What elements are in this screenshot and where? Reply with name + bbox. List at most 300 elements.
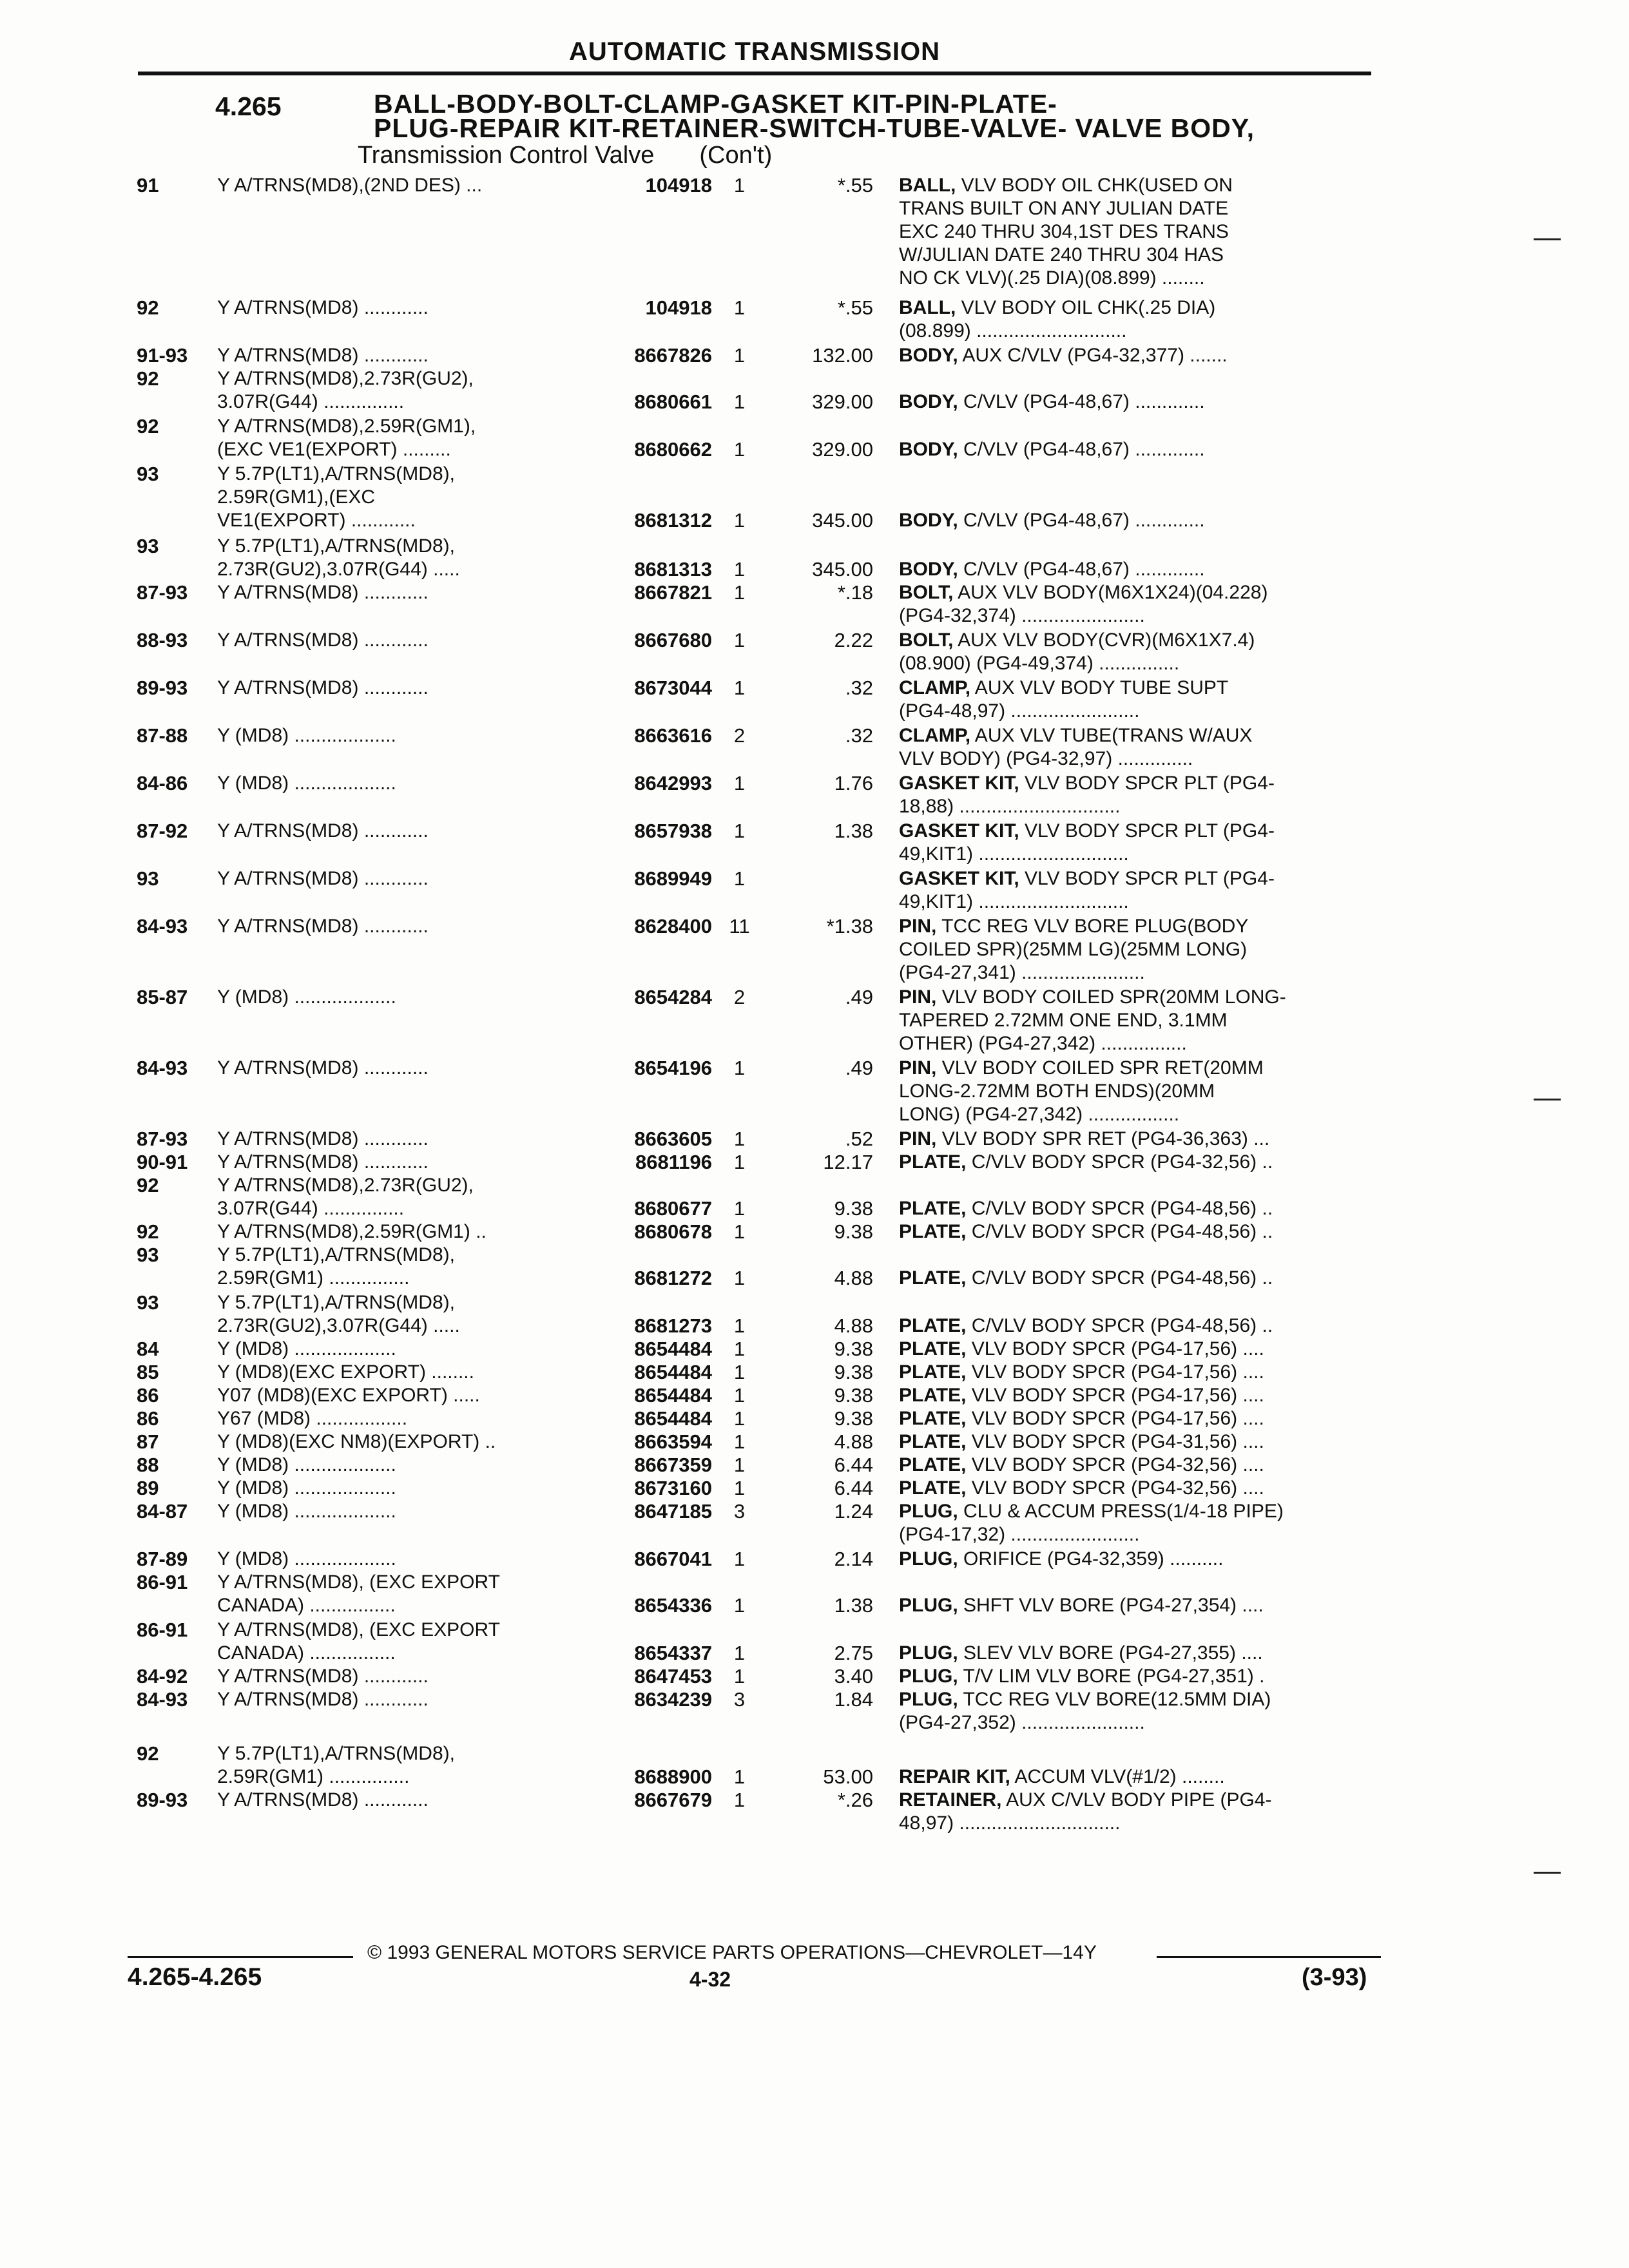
application-line: Y A/TRNS(MD8),(2ND DES) ...: [217, 175, 483, 196]
part-number: 8667680: [634, 629, 712, 651]
application: [217, 1057, 578, 1080]
description-line: REPAIR KIT, ACCUM VLV(#1/2) ........: [899, 1766, 1225, 1787]
application-line: Y07 (MD8)(EXC EXPORT) .....: [217, 1385, 480, 1406]
description: [899, 1361, 1379, 1384]
model-years: 85-87: [137, 986, 188, 1008]
quantity: 1: [733, 438, 746, 461]
quantity: 11: [729, 915, 750, 937]
description: [899, 1291, 1379, 1338]
price: 9.38: [834, 1384, 873, 1407]
quantity: 2: [733, 724, 746, 747]
description: [899, 724, 1379, 771]
quantity: 1: [733, 1642, 746, 1664]
description: [899, 1057, 1379, 1126]
quantity: 1: [733, 1477, 746, 1499]
description: [899, 1477, 1379, 1500]
quantity: 1: [733, 1361, 746, 1383]
description-line: PLATE, VLV BODY SPCR (PG4-17,56) ....: [899, 1338, 1264, 1360]
description-line: EXC 240 THRU 304,1ST DES TRANS: [899, 221, 1229, 242]
description-line: [899, 367, 1379, 390]
part-number: 8673044: [634, 677, 712, 699]
application: [217, 1407, 578, 1430]
model-years: 86-91: [137, 1619, 188, 1641]
application-line: 2.59R(GM1) ...............: [217, 1267, 410, 1289]
description-line: BALL, VLV BODY OIL CHK(USED ON: [899, 175, 1233, 196]
description-line: PLATE, C/VLV BODY SPCR (PG4-48,56) ..: [899, 1315, 1273, 1336]
price: 4.88: [834, 1314, 873, 1337]
application-line: Y A/TRNS(MD8) ............: [217, 629, 429, 651]
model-years: 92: [137, 367, 159, 390]
part-number: 8654484: [634, 1361, 712, 1383]
quantity: 3: [733, 1500, 746, 1523]
description-line: TAPERED 2.72MM ONE END, 3.1MM: [899, 1010, 1228, 1031]
part-number: 8681196: [635, 1151, 712, 1173]
part-number: 8654484: [634, 1407, 712, 1430]
application: [217, 1500, 578, 1523]
part-number: 8681273: [634, 1314, 712, 1337]
model-years: 84-93: [137, 1688, 188, 1711]
application: [217, 415, 578, 461]
quantity: 1: [733, 344, 746, 367]
quantity: 1: [733, 1267, 746, 1289]
price: *.55: [837, 174, 873, 197]
application: [217, 772, 578, 795]
description: [899, 1128, 1379, 1151]
description: [899, 367, 1379, 414]
price: 329.00: [812, 438, 873, 461]
description-line: PLATE, VLV BODY SPCR (PG4-17,56) ....: [899, 1408, 1264, 1429]
model-years: 89-93: [137, 677, 188, 699]
description: [899, 1688, 1379, 1735]
price: 6.44: [834, 1454, 873, 1476]
application-line: Y A/TRNS(MD8),2.59R(GM1),: [217, 416, 476, 437]
application: [217, 915, 578, 938]
description: [899, 581, 1379, 628]
description-line: GASKET KIT, VLV BODY SPCR PLT (PG4-: [899, 868, 1275, 889]
section-subtitle-text: Transmission Control Valve: [358, 142, 655, 169]
application-line: Y (MD8) ...................: [217, 1548, 396, 1570]
description: [899, 1338, 1379, 1361]
application: [217, 1477, 578, 1500]
application-line: Y A/TRNS(MD8),2.73R(GU2),: [217, 1175, 474, 1196]
description-line: PIN, VLV BODY COILED SPR(20MM LONG-: [899, 986, 1286, 1008]
application: [217, 1361, 578, 1384]
description: [899, 463, 1379, 532]
application-line: Y A/TRNS(MD8) ............: [217, 1666, 429, 1687]
description-line: [899, 1742, 1379, 1765]
description-line: GASKET KIT, VLV BODY SPCR PLT (PG4-: [899, 820, 1275, 841]
description-line: [899, 486, 1379, 509]
application: [217, 820, 578, 843]
description-line: BODY, C/VLV (PG4-48,67) .............: [899, 439, 1205, 460]
description-line: [899, 463, 1379, 486]
model-years: 89: [137, 1477, 159, 1499]
application-line: Y A/TRNS(MD8) ............: [217, 345, 429, 366]
description: [899, 344, 1379, 367]
description-line: (PG4-27,352) .......................: [899, 1712, 1145, 1733]
application: [217, 986, 578, 1009]
price: 6.44: [834, 1477, 873, 1499]
page-header-title: AUTOMATIC TRANSMISSION: [568, 37, 941, 66]
part-number: 8654337: [634, 1642, 712, 1664]
quantity: 1: [733, 1057, 746, 1079]
price: 1.76: [834, 772, 873, 794]
section-subtitle: [358, 142, 772, 168]
description-line: BODY, C/VLV (PG4-48,67) .............: [899, 391, 1205, 412]
price: 329.00: [812, 390, 873, 413]
description: [899, 629, 1379, 675]
quantity: 1: [733, 390, 746, 413]
quantity: 1: [733, 1314, 746, 1337]
price: 2.75: [834, 1642, 873, 1664]
description-line: CLAMP, AUX VLV TUBE(TRANS W/AUX: [899, 725, 1253, 746]
description: [899, 1174, 1379, 1220]
footer-rule-left: [128, 1956, 353, 1958]
description-line: PIN, TCC REG VLV BORE PLUG(BODY: [899, 916, 1249, 937]
model-years: 93: [137, 1244, 159, 1266]
quantity: 1: [733, 820, 746, 842]
description-line: PLATE, VLV BODY SPCR (PG4-32,56) ....: [899, 1477, 1264, 1499]
part-number: 8667821: [634, 581, 712, 604]
description: [899, 1430, 1379, 1454]
price: 1.24: [834, 1500, 873, 1523]
model-years: 89-93: [137, 1789, 188, 1811]
description-line: (PG4-27,341) .......................: [899, 962, 1145, 983]
quantity: 1: [733, 677, 746, 699]
model-years: 84-93: [137, 1057, 188, 1079]
application: [217, 1338, 578, 1361]
price: 4.88: [834, 1267, 873, 1289]
part-number: 8680678: [634, 1220, 712, 1243]
application: [217, 724, 578, 747]
application-line: CANADA) ................: [217, 1595, 396, 1616]
price: 9.38: [834, 1407, 873, 1430]
price: 1.38: [834, 820, 873, 842]
description-line: [899, 535, 1379, 558]
description-line: NO CK VLV)(.25 DIA)(08.899) ........: [899, 267, 1205, 289]
model-years: 88-93: [137, 629, 188, 651]
part-number: 8654336: [634, 1594, 712, 1617]
application: [217, 1220, 578, 1244]
description-line: [899, 415, 1379, 438]
quantity: 1: [733, 1384, 746, 1407]
application-line: Y67 (MD8) .................: [217, 1408, 408, 1429]
description: [899, 915, 1379, 985]
quantity: 1: [733, 296, 746, 319]
application: [217, 1619, 578, 1665]
description: [899, 1571, 1379, 1617]
application-line: CANADA) ................: [217, 1642, 396, 1664]
part-number: 8654484: [634, 1384, 712, 1407]
application-line: Y A/TRNS(MD8),2.73R(GU2),: [217, 368, 474, 389]
description: [899, 1789, 1379, 1835]
application-line: Y A/TRNS(MD8) ............: [217, 916, 429, 937]
model-years: 92: [137, 1174, 159, 1196]
quantity: 1: [733, 1789, 746, 1811]
quantity: 1: [733, 581, 746, 604]
description: [899, 415, 1379, 461]
price: 53.00: [823, 1765, 873, 1788]
description-line: PLATE, C/VLV BODY SPCR (PG4-48,56) ..: [899, 1267, 1273, 1289]
application: [217, 1454, 578, 1477]
model-years: 87-89: [137, 1548, 188, 1570]
part-number: 8680677: [634, 1197, 712, 1220]
header-rule: [138, 72, 1371, 75]
description-line: BOLT, AUX VLV BODY(CVR)(M6X1X7.4): [899, 629, 1255, 651]
description-line: [899, 1174, 1379, 1197]
description-line: (PG4-32,374) .......................: [899, 605, 1145, 626]
quantity: 1: [733, 1407, 746, 1430]
price: 9.38: [834, 1361, 873, 1383]
price: 1.84: [834, 1688, 873, 1711]
model-years: 84: [137, 1338, 159, 1360]
model-years: 84-92: [137, 1665, 188, 1687]
description-line: PIN, VLV BODY SPR RET (PG4-36,363) ...: [899, 1128, 1270, 1149]
part-number: 104918: [645, 296, 712, 319]
part-number: 8681313: [634, 558, 712, 581]
model-years: 92: [137, 296, 159, 319]
application: [217, 1291, 578, 1338]
application-line: Y A/TRNS(MD8),2.59R(GM1) ..: [217, 1221, 487, 1242]
price: 12.17: [823, 1151, 873, 1173]
quantity: 1: [733, 1454, 746, 1476]
application-line: Y A/TRNS(MD8) ............: [217, 677, 429, 698]
quantity: 1: [733, 1765, 746, 1788]
part-number: 104918: [645, 174, 712, 197]
description-line: PLATE, C/VLV BODY SPCR (PG4-48,56) ..: [899, 1198, 1273, 1219]
application: [217, 1384, 578, 1407]
part-number: 8667359: [634, 1454, 712, 1476]
model-years: 86-91: [137, 1571, 188, 1593]
price: 2.22: [834, 629, 873, 651]
model-years: 85: [137, 1361, 159, 1383]
price: 345.00: [812, 558, 873, 581]
price: .49: [845, 1057, 873, 1079]
model-years: 87-88: [137, 724, 188, 747]
price: .32: [845, 677, 873, 699]
part-number: 8667041: [634, 1548, 712, 1570]
description: [899, 986, 1379, 1055]
footer-date-code: (3-93): [1302, 1964, 1367, 1991]
description-line: PIN, VLV BODY COILED SPR RET(20MM: [899, 1057, 1264, 1079]
application-line: Y 5.7P(LT1),A/TRNS(MD8),: [217, 535, 455, 557]
application: [217, 1548, 578, 1571]
description: [899, 677, 1379, 723]
description: [899, 1665, 1379, 1688]
price: .32: [845, 724, 873, 747]
price: 4.88: [834, 1430, 873, 1453]
price: *.26: [837, 1789, 873, 1811]
model-years: 93: [137, 463, 159, 485]
model-years: 87-92: [137, 820, 188, 842]
application-line: Y (MD8) ...................: [217, 773, 396, 794]
quantity: 3: [733, 1688, 746, 1711]
application-line: Y (MD8) ...................: [217, 1477, 396, 1499]
model-years: 92: [137, 1742, 159, 1765]
quantity: 1: [733, 629, 746, 651]
description-line: (PG4-17,32) ........................: [899, 1524, 1140, 1545]
model-years: 86: [137, 1384, 159, 1407]
footer-section-range: 4.265-4.265: [128, 1963, 262, 1991]
model-years: 92: [137, 1220, 159, 1243]
application-line: 2.59R(GM1) ...............: [217, 1766, 410, 1787]
application-line: Y 5.7P(LT1),A/TRNS(MD8),: [217, 1244, 455, 1265]
description-line: PLUG, SHFT VLV BORE (PG4-27,354) ....: [899, 1595, 1264, 1616]
price: *.18: [837, 581, 873, 604]
description: [899, 174, 1379, 290]
description: [899, 1500, 1379, 1546]
price: *.55: [837, 296, 873, 319]
part-number: 8663594: [634, 1430, 712, 1453]
quantity: 1: [733, 509, 746, 532]
part-number: 8667679: [634, 1789, 712, 1811]
description-line: (08.899) ............................: [899, 320, 1127, 341]
quantity: 1: [733, 1548, 746, 1570]
part-number: 8681312: [634, 509, 712, 532]
description-line: BALL, VLV BODY OIL CHK(.25 DIA): [899, 297, 1216, 318]
application-line: 2.73R(GU2),3.07R(G44) .....: [217, 559, 460, 580]
section-title-line-2: PLUG-REPAIR KIT-RETAINER-SWITCH-TUBE-VALVE- VALVE BODY,: [374, 113, 1255, 143]
application-line: Y (MD8) ...................: [217, 725, 396, 746]
application: [217, 296, 578, 320]
application-line: 3.07R(G44) ...............: [217, 391, 405, 412]
part-number: 8654196: [634, 1057, 712, 1079]
description-line: PLATE, VLV BODY SPCR (PG4-32,56) ....: [899, 1454, 1264, 1475]
application-line: 2.73R(GU2),3.07R(G44) .....: [217, 1315, 460, 1336]
model-years: 92: [137, 415, 159, 437]
quantity: 1: [733, 867, 746, 890]
application: [217, 1571, 578, 1617]
application: [217, 1665, 578, 1688]
model-years: 84-86: [137, 772, 188, 794]
margin-mark: [1534, 238, 1561, 240]
application-line: Y 5.7P(LT1),A/TRNS(MD8),: [217, 1743, 455, 1764]
application-line: Y A/TRNS(MD8) ............: [217, 1057, 429, 1079]
application-line: Y A/TRNS(MD8) ............: [217, 1689, 429, 1710]
price: 9.38: [834, 1197, 873, 1220]
quantity: 1: [733, 1430, 746, 1453]
description: [899, 1384, 1379, 1407]
price: 132.00: [812, 344, 873, 367]
application-line: Y 5.7P(LT1),A/TRNS(MD8),: [217, 1292, 455, 1313]
description-line: PLUG, T/V LIM VLV BORE (PG4-27,351) .: [899, 1666, 1265, 1687]
description: [899, 1220, 1379, 1244]
application-line: Y (MD8) ...................: [217, 1338, 396, 1360]
model-years: 86: [137, 1407, 159, 1430]
part-number: 8642993: [634, 772, 712, 794]
application-line: Y A/TRNS(MD8) ............: [217, 1151, 429, 1173]
application: [217, 1174, 578, 1220]
application: [217, 1128, 578, 1151]
price: 9.38: [834, 1338, 873, 1360]
application-line: Y (MD8)(EXC EXPORT) ........: [217, 1361, 474, 1383]
description: [899, 1742, 1379, 1789]
description-line: PLUG, CLU & ACCUM PRESS(1/4-18 PIPE): [899, 1501, 1284, 1522]
description-line: GASKET KIT, VLV BODY SPCR PLT (PG4-: [899, 773, 1275, 794]
description: [899, 1548, 1379, 1571]
quantity: 1: [733, 1338, 746, 1360]
quantity: 1: [733, 558, 746, 581]
quantity: 1: [733, 1220, 746, 1243]
model-years: 91-93: [137, 344, 188, 367]
application-line: Y A/TRNS(MD8) ............: [217, 1789, 429, 1811]
application: [217, 344, 578, 367]
description-line: RETAINER, AUX C/VLV BODY PIPE (PG4-: [899, 1789, 1272, 1811]
application-line: Y A/TRNS(MD8) ............: [217, 297, 429, 318]
description: [899, 1619, 1379, 1665]
description: [899, 867, 1379, 914]
description-line: [899, 1571, 1379, 1594]
part-number: 8628400: [634, 915, 712, 937]
application: [217, 1688, 578, 1711]
description: [899, 535, 1379, 581]
description-line: LONG) (PG4-27,342) .................: [899, 1104, 1180, 1125]
footer-rule-right: [1157, 1956, 1381, 1958]
application: [217, 1742, 578, 1789]
description-line: PLATE, C/VLV BODY SPCR (PG4-48,56) ..: [899, 1221, 1273, 1242]
margin-mark: [1534, 1872, 1561, 1874]
application-line: Y (MD8)(EXC NM8)(EXPORT) ..: [217, 1431, 496, 1452]
part-number: 8688900: [634, 1765, 712, 1788]
quantity: 1: [733, 772, 746, 794]
application-line: Y A/TRNS(MD8), (EXC EXPORT: [217, 1571, 500, 1593]
description-line: 18,88) ..............................: [899, 796, 1121, 817]
application: [217, 581, 578, 604]
description-line: PLATE, VLV BODY SPCR (PG4-17,56) ....: [899, 1385, 1264, 1406]
description-line: PLUG, ORIFICE (PG4-32,359) ..........: [899, 1548, 1224, 1570]
part-number: 8680661: [634, 390, 712, 413]
section-title-line-1: BALL-BODY-BOLT-CLAMP-GASKET KIT-PIN-PLATE-: [374, 89, 1057, 119]
price: .49: [845, 986, 873, 1008]
part-number: 8654284: [634, 986, 712, 1008]
price: 2.14: [834, 1548, 873, 1570]
description-line: 49,KIT1) ............................: [899, 891, 1129, 912]
part-number: 8663605: [634, 1128, 712, 1150]
quantity: 1: [733, 1128, 746, 1150]
description: [899, 296, 1379, 343]
application-line: Y (MD8) ...................: [217, 1454, 396, 1475]
application: [217, 1789, 578, 1812]
part-number: 8657938: [634, 820, 712, 842]
application: [217, 1151, 578, 1174]
footer-page-number: 4-32: [689, 1968, 731, 1991]
quantity: 2: [733, 986, 746, 1008]
part-number: 8647453: [634, 1665, 712, 1687]
application: [217, 535, 578, 581]
application-line: Y A/TRNS(MD8) ............: [217, 868, 429, 889]
description-line: 49,KIT1) ............................: [899, 843, 1129, 865]
description: [899, 772, 1379, 818]
price: 9.38: [834, 1220, 873, 1243]
description-line: BODY, C/VLV (PG4-48,67) .............: [899, 510, 1205, 531]
model-years: 93: [137, 867, 159, 890]
description-line: BODY, AUX C/VLV (PG4-32,377) .......: [899, 345, 1228, 366]
description-line: W/JULIAN DATE 240 THRU 304 HAS: [899, 244, 1224, 265]
part-number: 8681272: [634, 1267, 712, 1289]
price: 345.00: [812, 509, 873, 532]
application-line: VE1(EXPORT) ............: [217, 510, 416, 531]
application: [217, 867, 578, 890]
application-line: Y (MD8) ...................: [217, 1501, 396, 1522]
part-number: 8663616: [634, 724, 712, 747]
section-title: [374, 89, 1379, 143]
description-line: 48,97) ..............................: [899, 1812, 1121, 1834]
part-number: 8634239: [634, 1688, 712, 1711]
application: [217, 1244, 578, 1290]
description: [899, 1151, 1379, 1174]
application: [217, 174, 578, 197]
application: [217, 367, 578, 414]
